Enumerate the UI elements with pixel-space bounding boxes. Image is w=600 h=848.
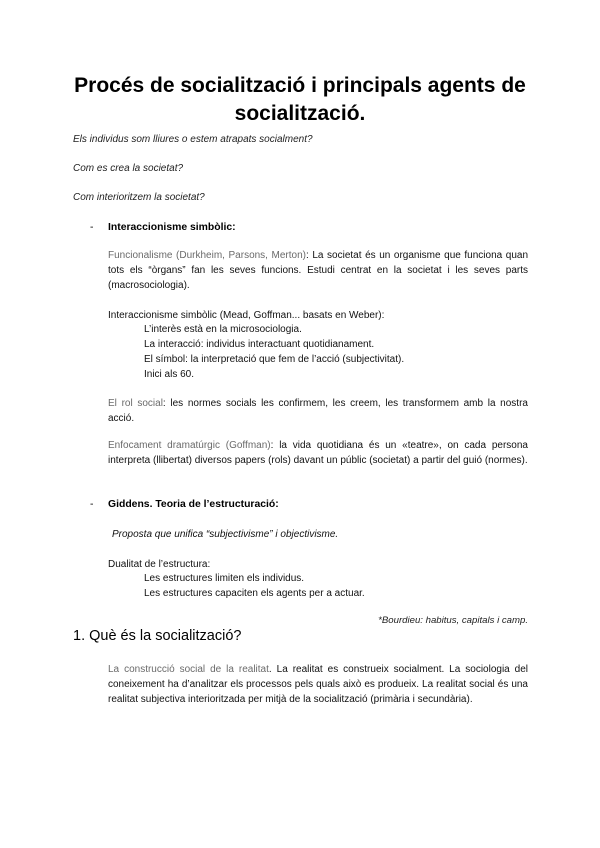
bullet-dash: - [90,499,94,510]
list-item: Les estructures limiten els individus. [144,573,305,584]
list-item: Inici als 60. [144,369,195,380]
list-item: El símbol: la interpretació que fem de l’acció (subjectivitat). [144,354,405,365]
bourdieu-note: *Bourdieu: habitus, capitals i camp. [378,615,528,626]
text-funcionalisme: : La societat és un organisme que funciona quan tots els “òrgans” fan les seves funcions. Estudi centrat en la societat i les seves parts (macrosociologia). [108,250,529,291]
page-title: Procés de socialització i principals agents de socialització. [74,74,526,125]
question-1: Els individus som lliures o estem atrapats socialment? [73,134,313,145]
term-rol: El rol social [108,398,163,409]
term-interaccionisme: Interaccionisme simbòlic (Mead, Goffman... basats en Weber): [108,310,385,321]
heading-giddens-text: Giddens. Teoria de l’estructuració: [108,499,279,510]
term-enfocament: Enfocament dramatúrgic (Goffman) [108,440,271,451]
paragraph-rol [108,396,528,426]
list-item: Les estructures capaciten els agents per a actuar. [144,588,365,599]
text-enfocament: : la vida quotidiana és un «teatre», on cada persona interpreta (llibertat) diversos papers (rols) davant un públic (societat) a partir del guió (normes). [108,440,528,466]
section-heading-1: 1. Què és la socialització? [73,628,242,644]
bullet-dash: - [90,222,94,233]
term-construccio: La construcció social de la realitat [108,664,269,675]
question-3: Com interioritzem la societat? [73,192,205,203]
paragraph-construccio [108,662,528,707]
heading-interaccionisme-text: Interaccionisme simbòlic: [108,222,236,233]
heading-interaccionisme [90,222,236,233]
term-dualitat: Dualitat de l’estructura: [108,559,211,570]
proposta-text: Proposta que unifica “subjectivisme” i objectivisme. [112,529,339,540]
heading-giddens [90,499,279,510]
term-funcionalisme: Funcionalisme (Durkheim, Parsons, Merton) [108,250,306,261]
text-construccio: . La realitat es construeix socialment. La sociologia del coneixement ha d’analitzar els processos pels quals això es produeix. La realitat social és una realitat subjectiva interioritzada per mitjà de la socialització (primària i secundària). [108,664,529,705]
question-2: Com es crea la societat? [73,163,184,174]
list-item: L’interès està en la microsociologia. [144,324,302,335]
paragraph-funcionalisme [108,248,528,293]
list-item: La interacció: individus interactuant quotidianament. [144,339,375,350]
paragraph-enfocament [108,438,528,468]
text-rol: : les normes socials les confirmem, les creem, les transformem amb la nostra acció. [108,398,528,424]
